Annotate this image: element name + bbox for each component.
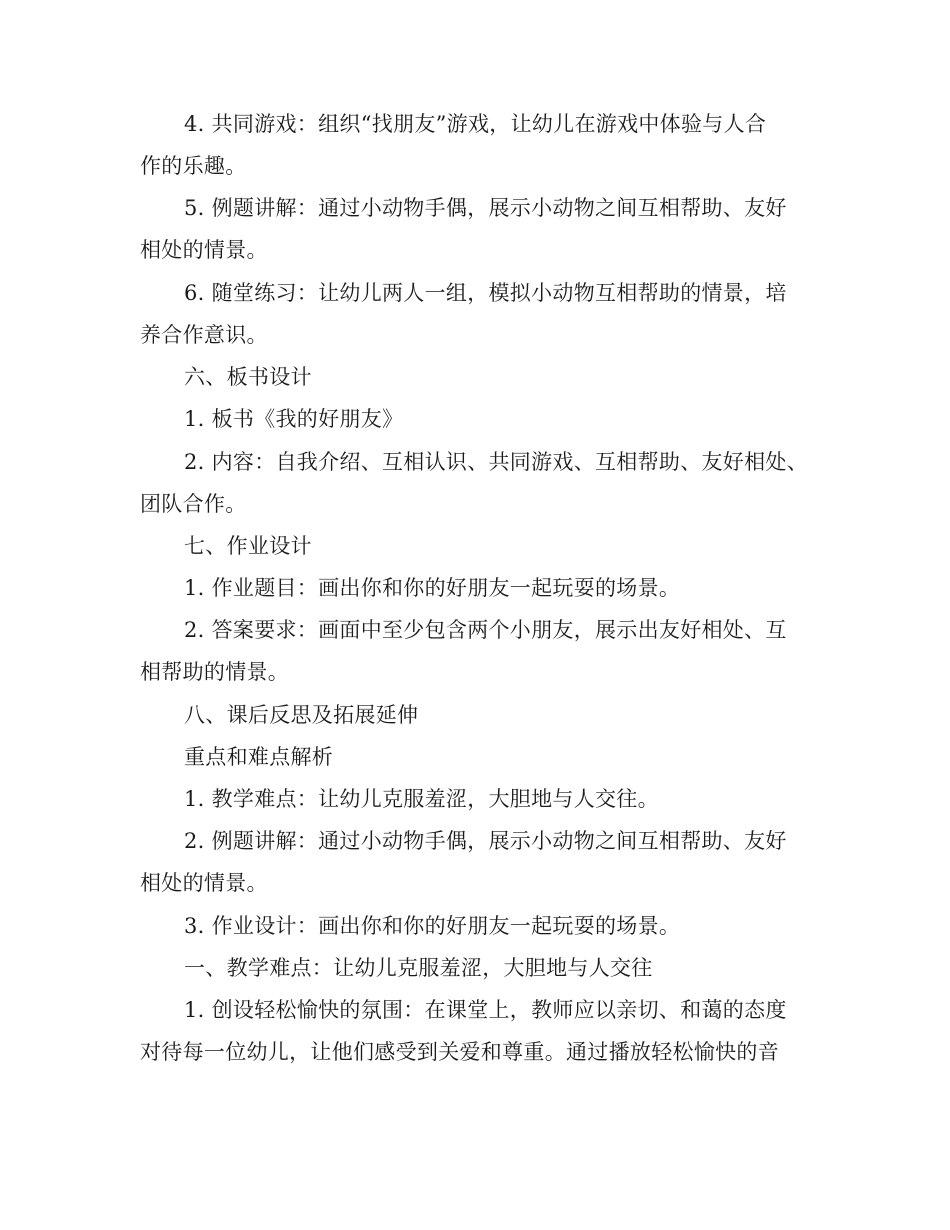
text-line: 相处的情景。 — [140, 871, 268, 895]
section-heading: 七、作业设计 — [184, 534, 312, 558]
section-heading: 六、板书设计 — [184, 365, 312, 389]
text-line: 1. 创设轻松愉快的氛围：在课堂上，教师应以亲切、和蔼的态度 — [184, 998, 787, 1022]
text-line: 1. 作业题目：画出你和你的好朋友一起玩耍的场景。 — [184, 576, 681, 600]
text-line: 2. 内容：自我介绍、互相认识、共同游戏、互相帮助、友好相处、 — [184, 450, 809, 474]
text-line: 6. 随堂练习：让幼儿两人一组，模拟小动物互相帮助的情景，培 — [184, 281, 787, 305]
section-heading: 一、教学难点：让幼儿克服羞涩，大胆地与人交往 — [184, 956, 653, 980]
text-line: 1. 板书《我的好朋友》 — [184, 407, 404, 431]
text-line: 养合作意识。 — [140, 323, 268, 347]
text-line: 3. 作业设计：画出你和你的好朋友一起玩耍的场景。 — [184, 914, 681, 938]
text-line: 5. 例题讲解：通过小动物手偶，展示小动物之间互相帮助、友好 — [184, 196, 787, 220]
text-line: 对待每一位幼儿，让他们感受到关爱和尊重。通过播放轻松愉快的音 — [140, 1040, 779, 1064]
text-line: 2. 答案要求：画面中至少包含两个小朋友，展示出友好相处、互 — [184, 618, 787, 642]
subheading: 重点和难点解析 — [184, 745, 334, 769]
text-line: 作的乐趣。 — [140, 154, 247, 178]
text-line: 1. 教学难点：让幼儿克服羞涩，大胆地与人交往。 — [184, 787, 659, 811]
text-line: 相帮助的情景。 — [140, 660, 290, 684]
text-line: 2. 例题讲解：通过小动物手偶，展示小动物之间互相帮助、友好 — [184, 829, 787, 853]
text-line: 相处的情景。 — [140, 238, 268, 262]
text-line: 团队合作。 — [140, 492, 247, 516]
section-heading: 八、课后反思及拓展延伸 — [184, 703, 419, 727]
text-line: 4. 共同游戏：组织“找朋友”游戏，让幼儿在游戏中体验与人合 — [184, 112, 767, 136]
